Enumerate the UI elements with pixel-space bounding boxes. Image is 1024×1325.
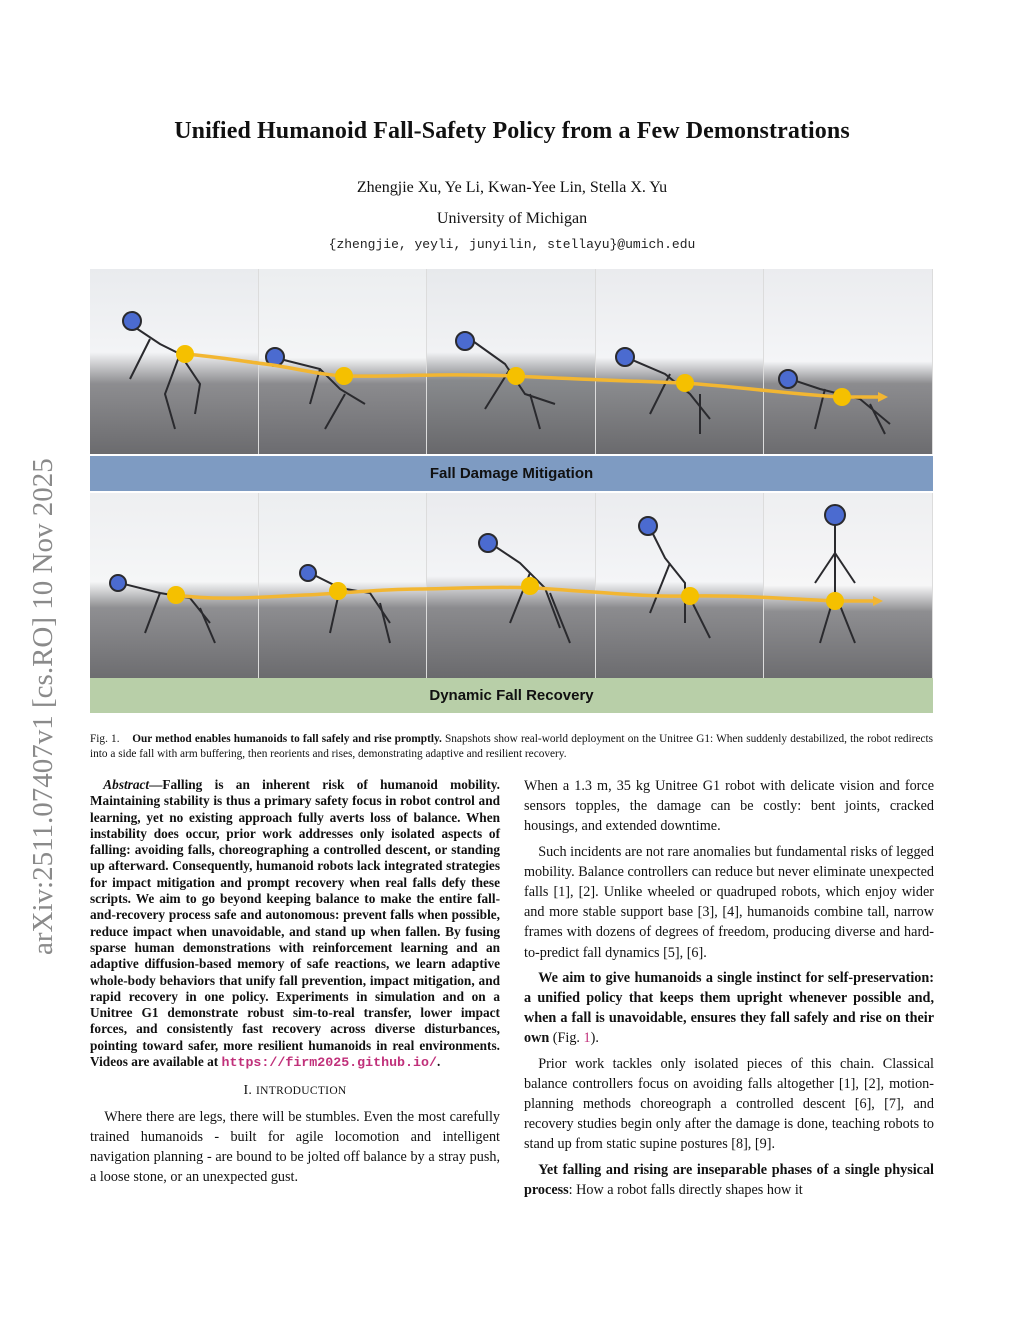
arxiv-stamp — [14, 355, 64, 975]
project-link[interactable]: https://firm2025.github.io/ — [221, 1055, 437, 1071]
affiliation: University of Michigan — [436, 210, 588, 227]
intro-paragraph: Where there are legs, there will be stumbles. Even the most carefully trained humanoids - built for agile locomotion and intelligent navigation planning - are bound to be jolted off balance by a stray push, a loose stone, or an unexpected gust. — [90, 1108, 500, 1186]
caption-label: Fig. 1. — [90, 733, 120, 745]
paragraph-aim-post: ). — [590, 1030, 599, 1047]
robot-figure — [120, 583, 215, 643]
robot-head — [110, 575, 126, 591]
keypoint-marker — [826, 592, 844, 610]
trajectory-arrowhead — [878, 392, 888, 402]
top-snapshot-row — [90, 269, 933, 454]
robot-figure — [790, 379, 890, 434]
abstract-end: . — [436, 1054, 441, 1070]
robot-head — [456, 332, 474, 350]
author-emails: {zhengjie, yeyli, junyilin, stellayu}@umich.edu — [328, 237, 696, 252]
left-column — [90, 777, 500, 1192]
abstract — [90, 777, 500, 1071]
keypoint-marker — [833, 388, 851, 406]
figure-ref-link[interactable]: 1 — [583, 1030, 591, 1047]
paragraph-aim-bold: We aim to give humanoids a single instinct for self-preservation: a unified policy that keeps them upright whenever possible and, when a fall is unavoidable, ensures they fall safely and rise on their own — [524, 969, 934, 1047]
robot-silhouettes — [110, 505, 855, 643]
keypoint-marker — [521, 577, 539, 595]
keypoint-marker — [507, 367, 525, 385]
paragraph: When a 1.3 m, 35 kg Unitree G1 robot with delicate vision and force sensors topples, the damage can be costly: bent joints, cracked housings, and extended downtime. — [524, 778, 934, 835]
section-heading-introduction — [90, 1081, 500, 1101]
robot-figure — [815, 523, 855, 643]
trajectory-arrowhead — [873, 596, 883, 606]
robot-figure — [310, 573, 390, 643]
paragraph-phases-bold: Yet falling and rising are inseparable phases of a single physical process — [524, 1161, 934, 1198]
robot-figure — [650, 528, 710, 638]
section-number: I. — [243, 1083, 253, 1099]
paper-title: Unified Humanoid Fall-Safety Policy from a Few Demonstrations — [174, 118, 850, 144]
dynamic-fall-recovery-label: Dynamic Fall Recovery — [90, 678, 933, 713]
abstract-label: Abstract — [103, 777, 150, 792]
keypoint-marker — [335, 367, 353, 385]
paragraph: Such incidents are not rare anomalies but fundamental risks of legged mobility. Balance controllers can reduce but never eliminate unexpected falls [1], [2]. Unlike wheeled or quadruped robots, which enjoy wider and more stable support base [3], [4], humanoids combine tall, narrow frames with dozens of degrees of freedom, producing diverse and hard-to-predict fall dynamics [5], [6]. — [524, 843, 934, 961]
abstract-body: Falling is an inherent risk of humanoid mobility. Maintaining stability is thus a primary safety focus in robot control and learning, yet no existing approach fully averts loss of balance. When instability does occur, prior work addresses only isolated aspects of falling: avoiding falls, choreographing a controlled descent, or standing up afterward. Consequently, humanoid robots lack integrated strategies for impact mitigation and prompt recovery when real falls defy these scripts. We aim to go beyond keeping balance to make the entire fall-and-recovery process safe and autonomous: prevent falls when possible, reduce impact when unavoidable, and stand up when fallen. By fusing sparse human demonstrations with reinforcement learning and an adaptive diffusion-based memory of safe reactions, we learn adaptive whole-body behaviors that unify fall prevention, impact mitigation, and rapid recovery in one policy. Experiments in simulation and on a Unitree G1 demonstrate robust sim-to-real transfer, lower impact forces, and consistently fast recovery across diverse disturbances, pointing toward safer, more resilient humanoids in real environments. Videos are available at — [90, 777, 500, 1070]
robot-head — [300, 565, 316, 581]
keypoint-marker — [676, 374, 694, 392]
caption-bold: Our method enables humanoids to fall safely and rise promptly. — [132, 733, 442, 745]
figure-caption — [90, 732, 933, 762]
caption-text: Snapshots show real-world deployment on the Unitree G1: When suddenly destabilized, the robot redirects into a side fall with arm buffering, then reorients and rises, demonstrating adaptive and resilient recovery. — [90, 733, 934, 760]
bottom-snapshot-row — [90, 493, 933, 678]
robot-head — [825, 505, 845, 525]
keypoint-marker — [681, 587, 699, 605]
robot-figure — [130, 324, 200, 429]
arxiv-stamp-text: arXiv:2511.07407v1 [cs.RO] 10 Nov 2025 — [27, 458, 59, 955]
robot-head — [616, 348, 634, 366]
robot-figure — [630, 359, 710, 434]
fall-damage-mitigation-label: Fall Damage Mitigation — [90, 456, 933, 491]
robot-head — [479, 534, 497, 552]
paragraph-phases-rest: : How a robot falls directly shapes how it — [568, 1181, 803, 1198]
keypoint-marker — [176, 345, 194, 363]
section-title: INTRODUCTION — [256, 1085, 347, 1098]
figure-1 — [90, 269, 933, 713]
robot-head — [779, 370, 797, 388]
paragraph: Prior work tackles only isolated pieces of this chain. Classical balance controllers focus on avoiding falls altogether [1], [2], motion-planning methods choreograph a controlled descent [6], [7], and recovery studies begin only after the damage is done, teaching robots to stand up from static supine postures [8], [9]. — [524, 1055, 934, 1153]
author-list: Zhengjie Xu, Ye Li, Kwan-Yee Lin, Stella X. Yu — [356, 179, 668, 196]
keypoint-marker — [167, 586, 185, 604]
right-column — [524, 776, 934, 1205]
robot-head — [123, 312, 141, 330]
top-trajectory-overlay — [90, 269, 933, 454]
keypoint-markers — [167, 577, 844, 610]
robot-head — [639, 517, 657, 535]
keypoint-marker — [329, 582, 347, 600]
paragraph-phases — [524, 1160, 934, 1200]
abstract-dash: — — [149, 777, 163, 792]
robot-silhouettes — [123, 312, 890, 434]
paragraph-aim — [524, 968, 934, 1049]
bottom-trajectory-overlay — [90, 493, 933, 678]
paragraph-aim-pre: (Fig. — [549, 1030, 584, 1047]
